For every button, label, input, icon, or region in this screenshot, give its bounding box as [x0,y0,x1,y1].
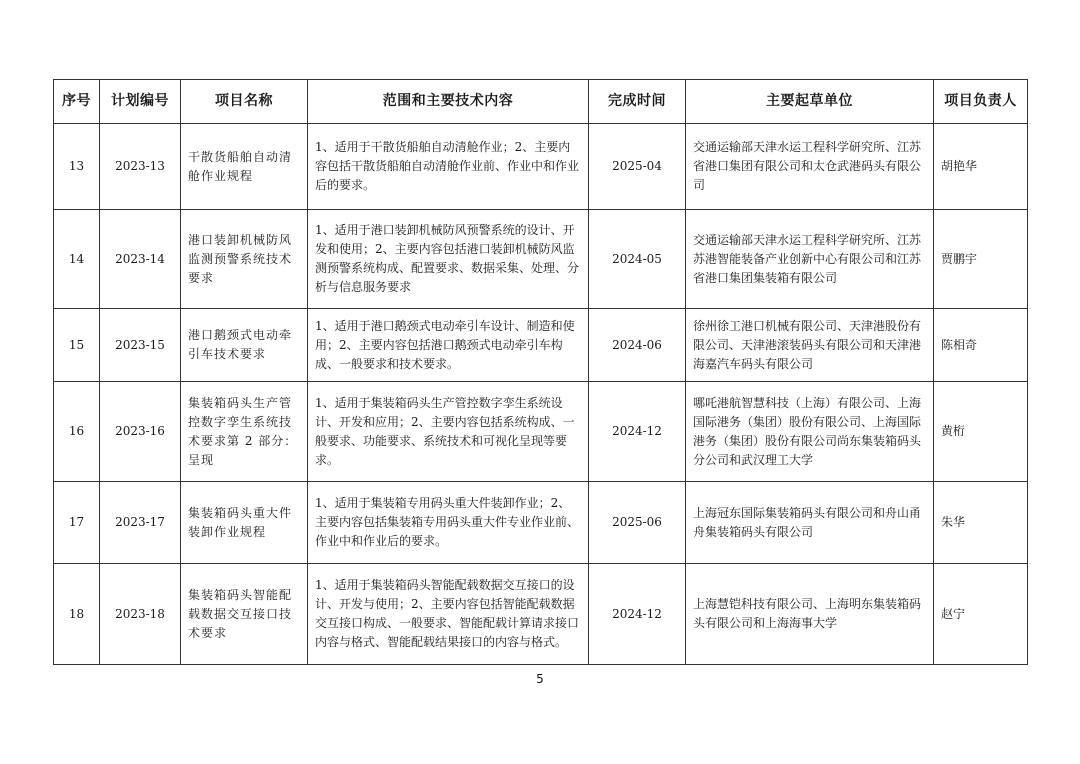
cell-seq: 17 [54,482,100,564]
cell-plan-no: 2023-16 [100,382,181,482]
cell-scope: 1、适用于集装箱码头生产管控数字孪生系统设计、开发和应用；2、主要内容包括系统构成、一般要求、功能要求、系统技术和可视化呈现等要求。 [308,382,589,482]
cell-project-name: 集装箱码头生产管控数字孪生系统技术要求第 2 部分：呈现 [181,382,308,482]
table-row [54,309,1028,382]
header-seq: 序号 [54,80,100,124]
cell-plan-no: 2023-15 [100,309,181,382]
cell-project-name: 集装箱码头重大件装卸作业规程 [181,482,308,564]
cell-seq: 14 [54,210,100,309]
page-number: 5 [536,672,544,686]
cell-plan-no: 2023-13 [100,124,181,210]
cell-drafting-units: 上海慧铠科技有限公司、上海明东集装箱码头有限公司和上海海事大学 [686,564,934,665]
cell-project-lead: 赵宁 [934,564,1028,665]
standards-plan-table [53,79,1028,665]
cell-completion-time: 2024-05 [589,210,686,309]
cell-plan-no: 2023-17 [100,482,181,564]
cell-scope: 1、适用于集装箱专用码头重大件装卸作业；2、主要内容包括集装箱专用码头重大件专业作业前、作业中和作业后的要求。 [308,482,589,564]
table-row [54,124,1028,210]
table-row [54,210,1028,309]
table-row [54,564,1028,665]
cell-project-lead: 贾鹏宇 [934,210,1028,309]
cell-scope: 1、适用于港口装卸机械防风预警系统的设计、开发和使用；2、主要内容包括港口装卸机械防风监测预警系统构成、配置要求、数据采集、处理、分析与信息服务要求 [308,210,589,309]
cell-project-name: 集装箱码头智能配载数据交互接口技术要求 [181,564,308,665]
cell-plan-no: 2023-18 [100,564,181,665]
cell-completion-time: 2025-04 [589,124,686,210]
table-header-row [54,80,1028,124]
header-scope: 范围和主要技术内容 [308,80,589,124]
header-plan-no: 计划编号 [100,80,181,124]
cell-drafting-units: 哪吒港航智慧科技（上海）有限公司、上海国际港务（集团）股份有限公司、上海国际港务（集团）股份有限公司尚东集装箱码头分公司和武汉理工大学 [686,382,934,482]
cell-project-name: 港口装卸机械防风监测预警系统技术要求 [181,210,308,309]
cell-project-lead: 黄桁 [934,382,1028,482]
header-project-lead: 项目负责人 [934,80,1028,124]
cell-drafting-units: 上海冠东国际集装箱码头有限公司和舟山甬舟集装箱码头有限公司 [686,482,934,564]
table-row [54,482,1028,564]
cell-project-lead: 朱华 [934,482,1028,564]
header-completion-time: 完成时间 [589,80,686,124]
cell-seq: 15 [54,309,100,382]
cell-project-name: 港口鹅颈式电动牵引车技术要求 [181,309,308,382]
cell-seq: 16 [54,382,100,482]
cell-scope: 1、适用于干散货船舶自动清舱作业；2、主要内容包括干散货船舶自动清舱作业前、作业中和作业后的要求。 [308,124,589,210]
cell-seq: 18 [54,564,100,665]
cell-completion-time: 2025-06 [589,482,686,564]
cell-completion-time: 2024-12 [589,382,686,482]
cell-drafting-units: 交通运输部天津水运工程科学研究所、江苏省港口集团有限公司和太仓武港码头有限公司 [686,124,934,210]
cell-project-lead: 陈相奇 [934,309,1028,382]
cell-project-lead: 胡艳华 [934,124,1028,210]
table-row [54,382,1028,482]
cell-completion-time: 2024-06 [589,309,686,382]
cell-project-name: 干散货船舶自动清舱作业规程 [181,124,308,210]
cell-completion-time: 2024-12 [589,564,686,665]
cell-plan-no: 2023-14 [100,210,181,309]
header-project-name: 项目名称 [181,80,308,124]
cell-scope: 1、适用于港口鹅颈式电动牵引车设计、制造和使用；2、主要内容包括港口鹅颈式电动牵引车构成、一般要求和技术要求。 [308,309,589,382]
cell-seq: 13 [54,124,100,210]
cell-scope: 1、适用于集装箱码头智能配载数据交互接口的设计、开发与使用；2、主要内容包括智能配载数据交互接口构成、一般要求、智能配载计算请求接口内容与格式、智能配载结果接口的内容与格式。 [308,564,589,665]
cell-drafting-units: 交通运输部天津水运工程科学研究所、江苏苏港智能装备产业创新中心有限公司和江苏省港口集团集装箱有限公司 [686,210,934,309]
header-drafting-units: 主要起草单位 [686,80,934,124]
cell-drafting-units: 徐州徐工港口机械有限公司、天津港股份有限公司、天津港滚装码头有限公司和天津港海嘉汽车码头有限公司 [686,309,934,382]
